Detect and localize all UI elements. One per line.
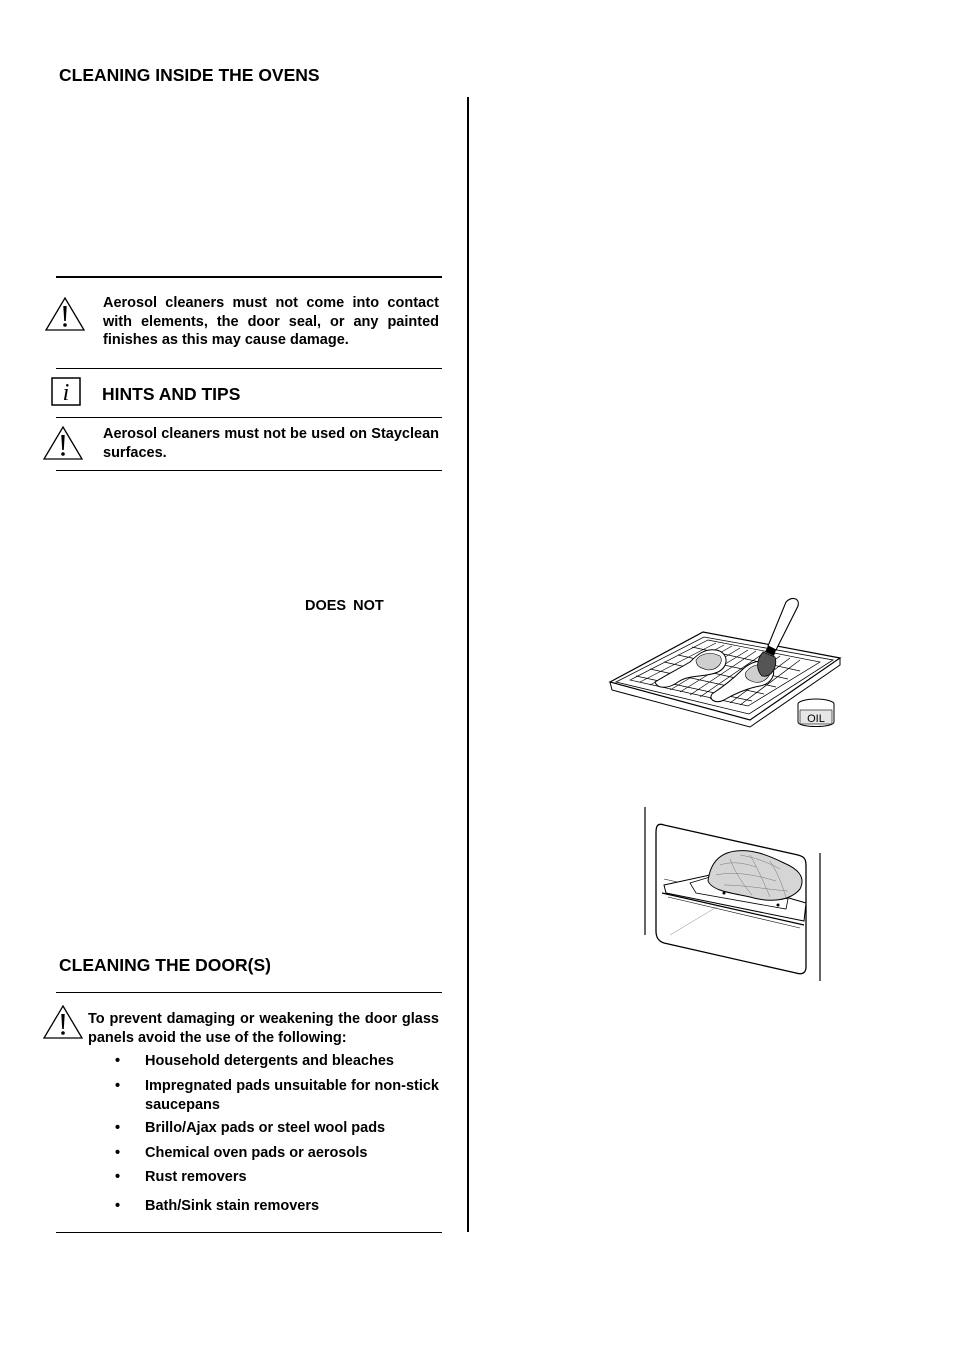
svg-text:i: i — [62, 380, 70, 406]
door-warning-intro: To prevent damaging or weakening the door glass panels avoid the use of the following: — [88, 1011, 439, 1046]
warning-text-aerosol-elements: Aerosol cleaners must not come into contact with elements, the door seal, or any painted finishes as this may cause damage. — [103, 295, 439, 348]
column-divider — [467, 97, 469, 1232]
list-item: • Bath/Sink stain removers — [115, 1198, 320, 1214]
avoid-list — [115, 0, 445, 1351]
warning-icon — [42, 1004, 84, 1040]
does-not-text: DOES NOT — [305, 598, 384, 614]
oil-label: OIL — [807, 713, 825, 725]
section-title-doors: CLEANING THE DOOR(S) — [59, 955, 271, 975]
list-item: • Household detergents and bleaches — [115, 1053, 394, 1069]
list-item: • Chemical oven pads or aerosols — [115, 1145, 368, 1161]
warning-icon — [42, 425, 84, 461]
info-icon — [51, 377, 81, 406]
oven-cavity-illustration — [640, 805, 825, 985]
list-item: • Impregnated pads unsuitable for non-stick saucepans — [115, 1078, 439, 1113]
warning-text-stayclean: Aerosol cleaners must not be used on Stayclean surfaces. — [103, 426, 439, 461]
section-title-ovens: CLEANING INSIDE THE OVENS — [59, 65, 320, 85]
warning-icon — [44, 296, 86, 332]
hints-title: HINTS AND TIPS — [102, 384, 241, 404]
list-item: • Rust removers — [115, 1169, 247, 1185]
divider — [56, 1232, 442, 1233]
grill-pan-illustration — [600, 590, 850, 730]
list-item: • Brillo/Ajax pads or steel wool pads — [115, 1120, 386, 1136]
